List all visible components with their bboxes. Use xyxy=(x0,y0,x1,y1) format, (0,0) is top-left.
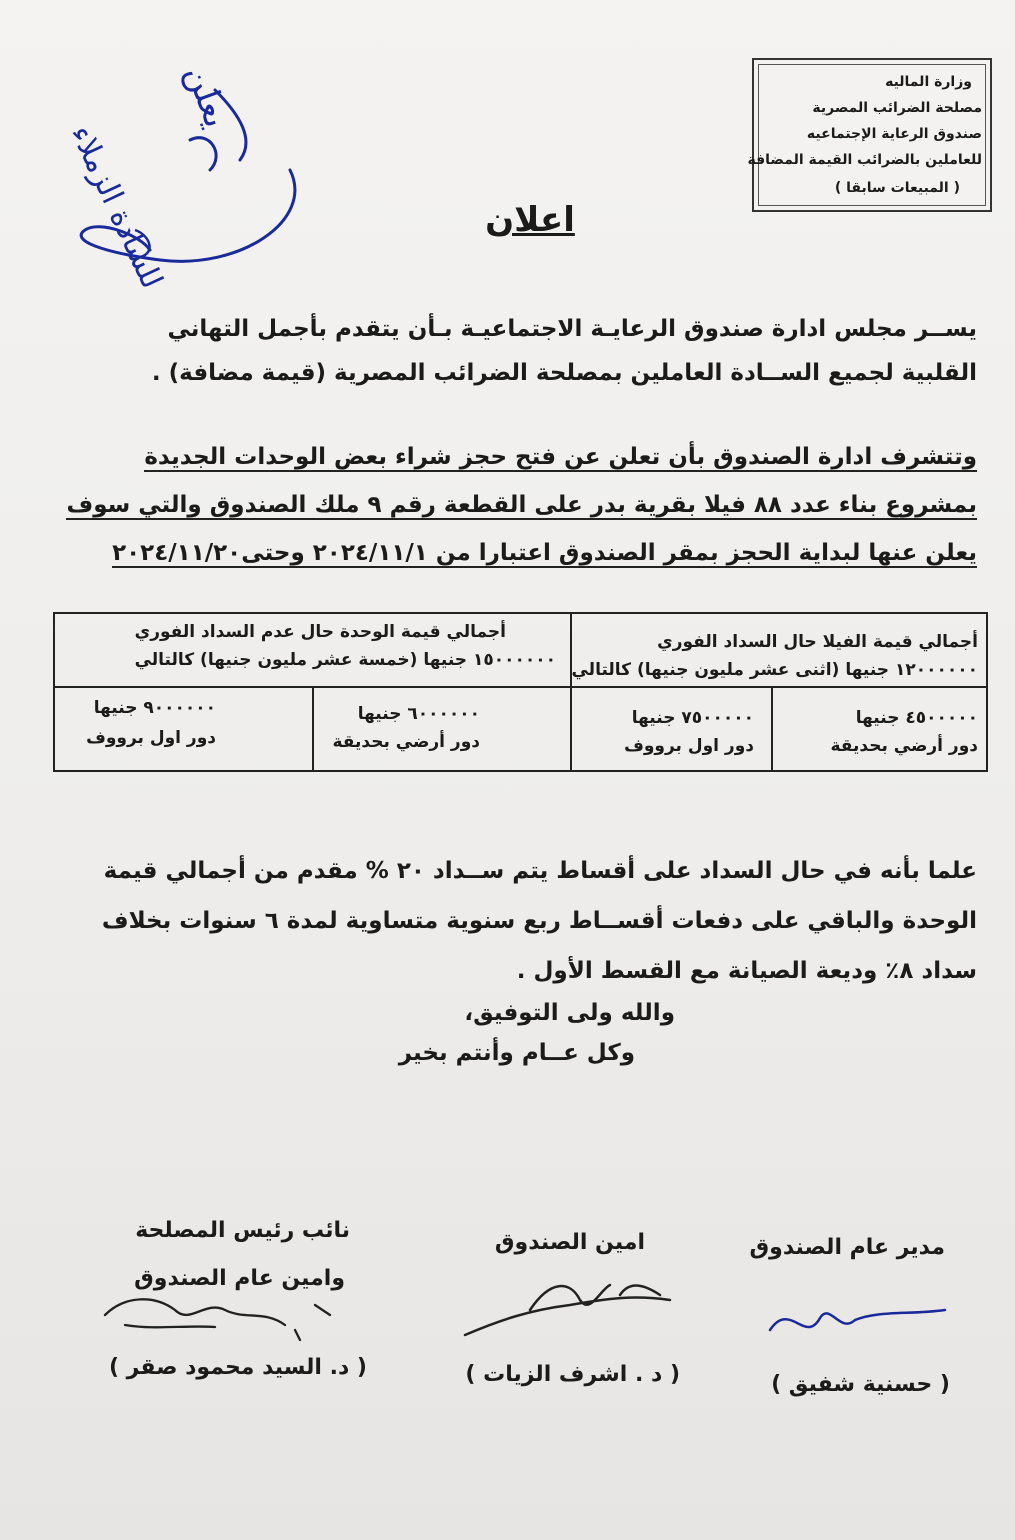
signatory-general-manager-name: ( حسنية شفيق ) xyxy=(771,1372,950,1397)
table-row: دور اول برووف xyxy=(624,736,754,756)
closing-line2: وكل عــام وأنتم بخير xyxy=(398,1040,635,1066)
table-row: دور أرضي بحديقة xyxy=(830,736,978,756)
table-row: ٤٥٠٠٠٠٠ جنيها xyxy=(855,708,978,728)
closing-line1: والله ولى التوفيق، xyxy=(464,1000,675,1026)
signature-treasurer xyxy=(460,1270,690,1350)
signatory-deputy-title: نائب رئيس المصلحة xyxy=(135,1218,350,1243)
handwritten-line-announce: يعلن xyxy=(177,60,237,133)
handwritten-line-colleagues: للسادة الزملاء xyxy=(63,120,170,295)
page-title: اعلان xyxy=(485,200,575,240)
deferred-payment-header: أجمالي قيمة الوحدة حال عدم السداد الفوري xyxy=(134,622,506,642)
header-ministry: وزارة الماليه xyxy=(885,74,972,90)
table-row: ٦٠٠٠٠٠٠ جنيها xyxy=(357,704,480,724)
signatory-deputy-name: ( د. السيد محمود صقر ) xyxy=(108,1355,367,1380)
paragraph1-line1: يســر مجلس ادارة صندوق الرعايـة الاجتماعيـة بـأن يتقدم بأجمل التهاني xyxy=(167,316,977,342)
prices-table xyxy=(53,612,988,772)
signature-deputy xyxy=(95,1275,365,1350)
header-fund: صندوق الرعاية الإجتماعيه xyxy=(806,126,982,142)
paragraph3-line3: سداد ٨٪ وديعة الصيانة مع القسط الأول . xyxy=(516,958,977,984)
paragraph2-line1: وتتشرف ادارة الصندوق بأن تعلن عن فتح حجز شراء بعض الوحدات الجديدة xyxy=(144,444,977,470)
signatory-general-manager-title: مدير عام الصندوق xyxy=(749,1235,945,1260)
paragraph3-line1: علما بأنه في حال السداد على أقساط يتم ســداد ٢٠ % مقدم من أجمالي قيمة xyxy=(103,858,977,884)
table-row: ٧٥٠٠٠٠٠ جنيها xyxy=(631,708,754,728)
deferred-payment-total: ١٥٠٠٠٠٠٠ جنيها (خمسة عشر مليون جنيها) كالتالي xyxy=(134,650,556,670)
paragraph2-line2: بمشروع بناء عدد ٨٨ فيلا بقرية بدر على القطعة رقم ٩ ملك الصندوق والتي سوف xyxy=(66,492,977,518)
header-formerly: ( المبيعات سابقا ) xyxy=(834,180,960,196)
header-employees: للعاملين بالضرائب القيمة المضافة xyxy=(747,152,982,168)
signatory-deputy-title2: وامين عام الصندوق xyxy=(134,1266,345,1291)
paragraph2-line3: يعلن عنها لبداية الحجز بمقر الصندوق اعتبارا من ٢٠٢٤/١١/١ وحتى٢٠٢٤/١١/٢٠ xyxy=(112,540,977,566)
signatory-treasurer-title: امين الصندوق xyxy=(494,1230,645,1255)
table-row: ٩٠٠٠٠٠٠ جنيها xyxy=(93,698,216,718)
signature-general-manager xyxy=(760,1290,960,1350)
immediate-payment-total: ١٢٠٠٠٠٠٠ جنيها (اثنى عشر مليون جنيها) كالتالي xyxy=(571,660,978,680)
table-row: دور أرضي بحديقة xyxy=(332,732,480,752)
paragraph1-line2: القلبية لجميع الســادة العاملين بمصلحة الضرائب المصرية (قيمة مضافة) . xyxy=(151,360,977,386)
table-row: دور اول برووف xyxy=(86,728,216,748)
paragraph3-line2: الوحدة والباقي على دفعات أقســاط ربع سنوية متساوية لمدة ٦ سنوات بخلاف xyxy=(101,908,977,934)
header-authority: مصلحة الضرائب المصرية xyxy=(812,100,982,116)
immediate-payment-header: أجمالي قيمة الفيلا حال السداد الفوري xyxy=(657,632,978,652)
issuer-header-box xyxy=(747,58,992,212)
signatory-treasurer-name: ( د . اشرف الزيات ) xyxy=(465,1362,680,1387)
